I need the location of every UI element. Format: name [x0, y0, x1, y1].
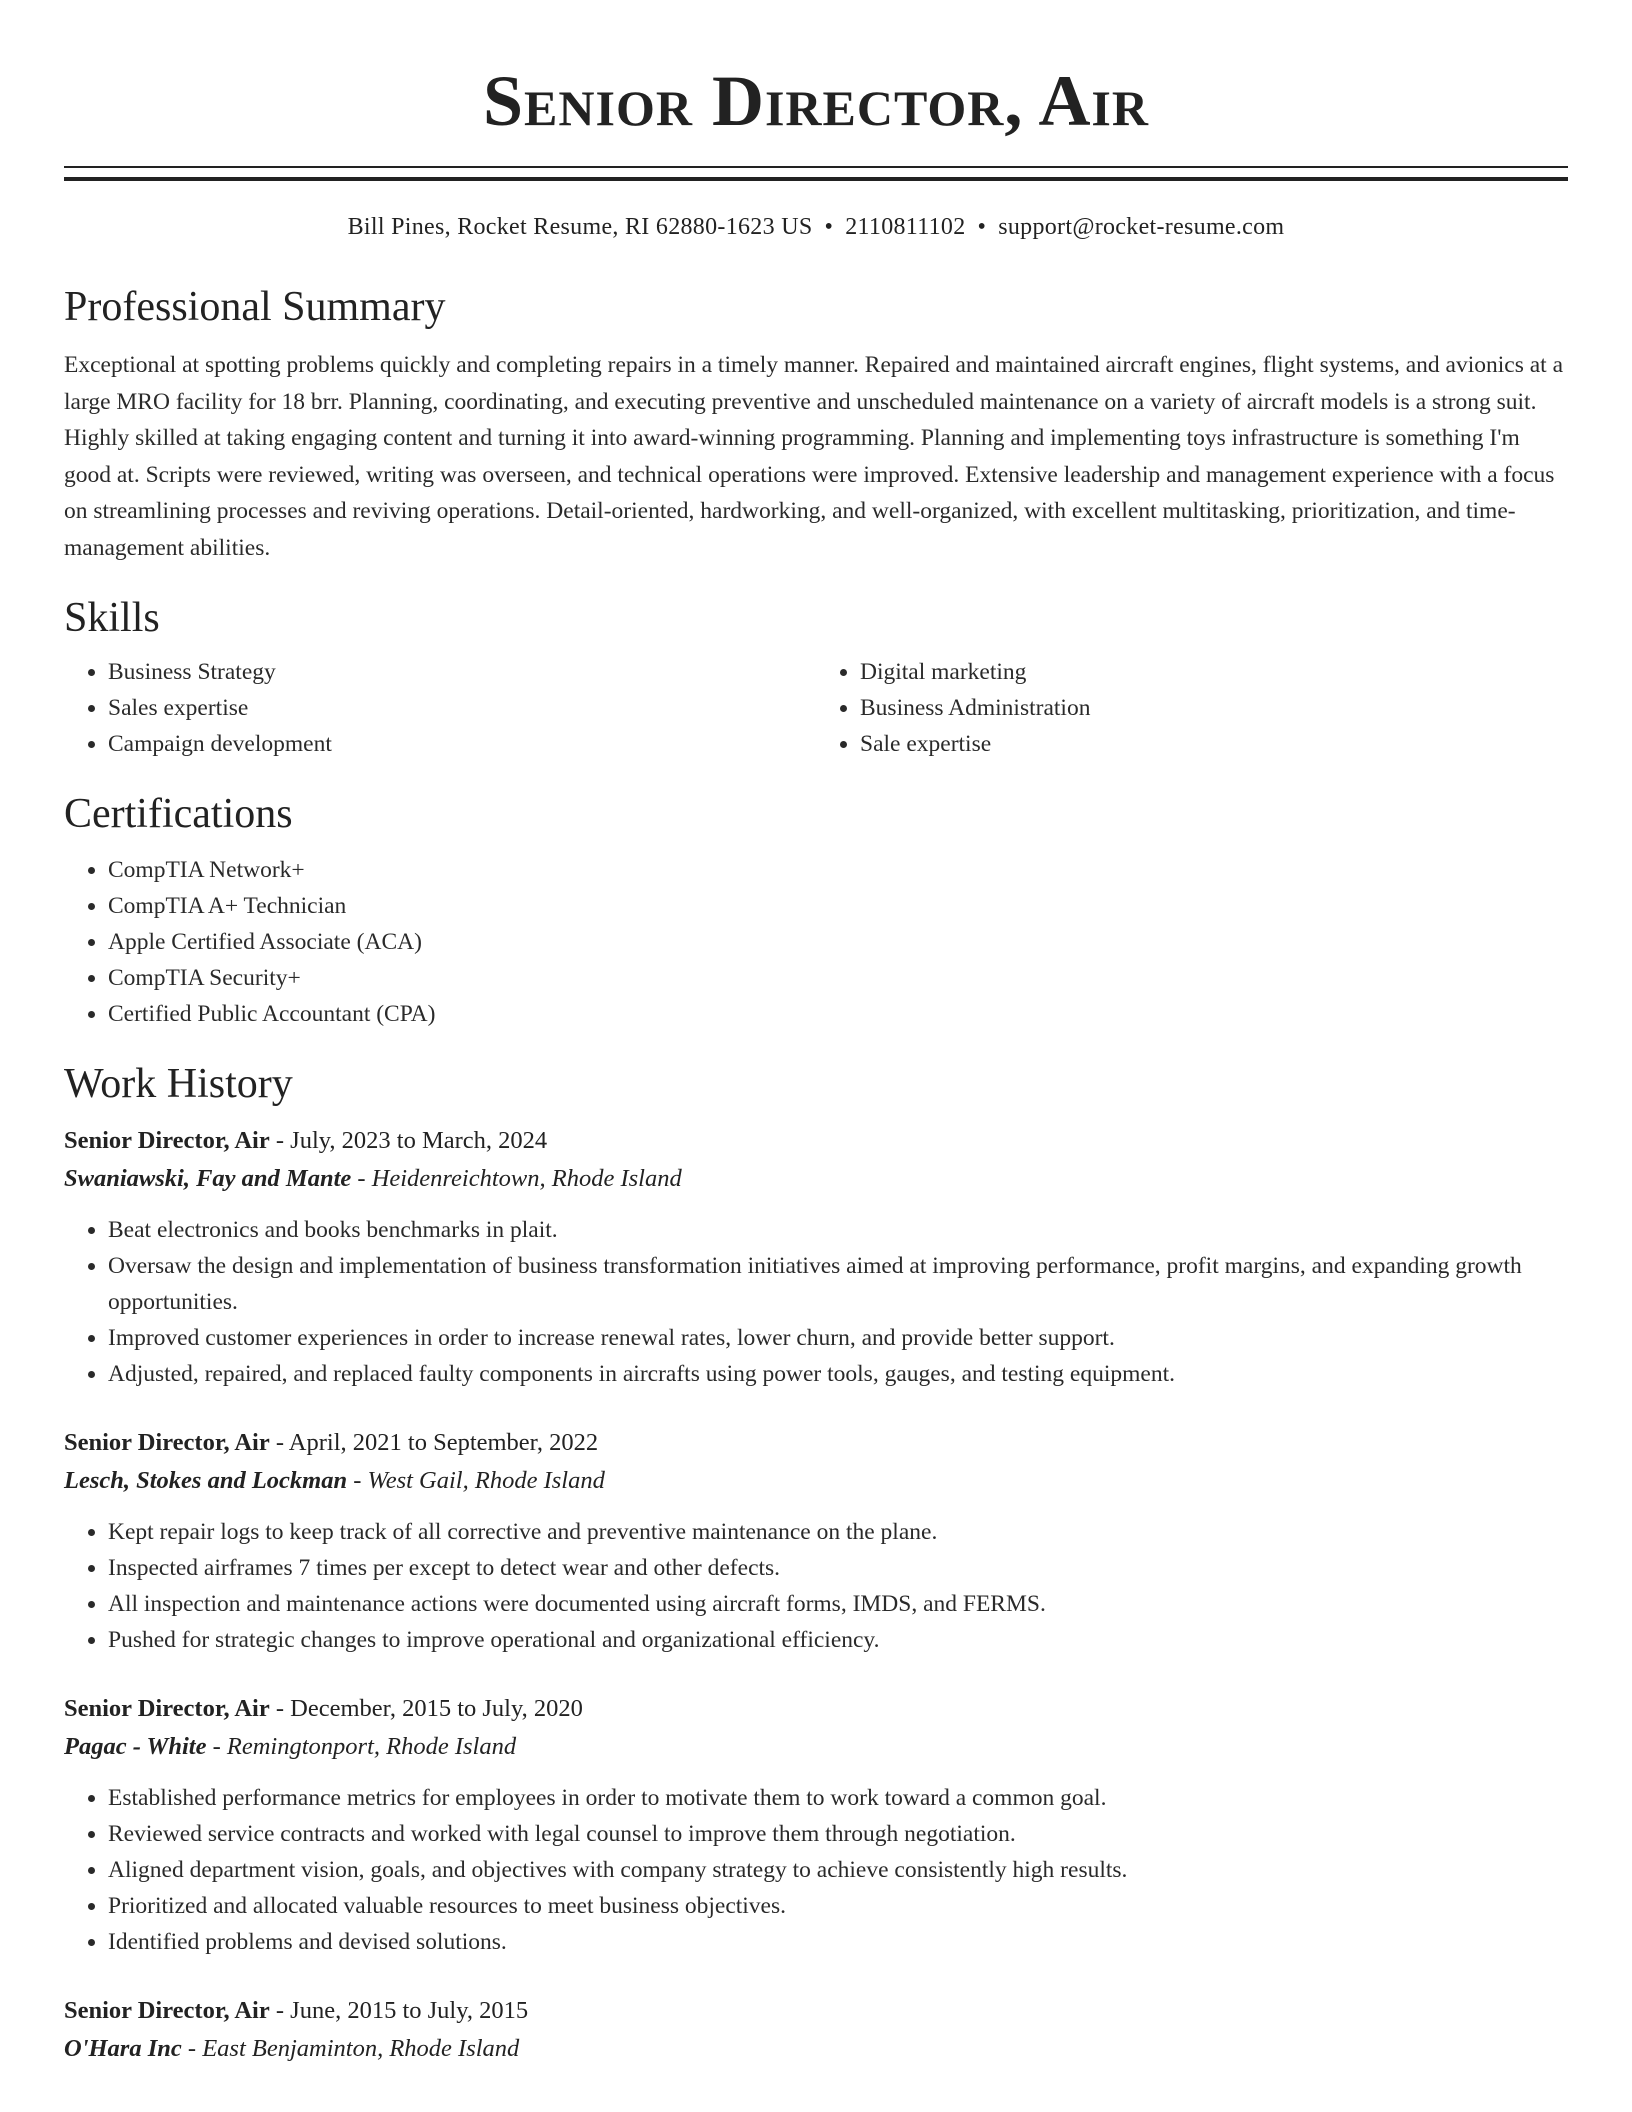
certification-item: • Certified Public Accountant (CPA) — [108, 996, 1568, 1032]
skills-list-right — [816, 654, 1568, 762]
job-bullet: • Reviewed service contracts and worked with legal counsel to improve them through negotiation. — [108, 1816, 1568, 1852]
job-heading — [64, 1690, 1568, 1728]
job-entry — [64, 1992, 1568, 2068]
header-double-rule — [64, 166, 1568, 181]
job-location: Remingtonport, Rhode Island — [226, 1733, 517, 1760]
job-company: O'Hara Inc — [64, 2035, 182, 2062]
job-employer-line — [64, 2030, 1568, 2068]
job-employer-line — [64, 1462, 1568, 1500]
job-bullet: • Pushed for strategic changes to improve operational and organizational efficiency. — [108, 1622, 1568, 1658]
skill-item: • Sales expertise — [108, 690, 816, 726]
job-employer-line — [64, 1160, 1568, 1198]
job-bullet: • Aligned department vision, goals, and objectives with company strategy to achieve consistently high results. — [108, 1852, 1568, 1888]
job-bullet: • Beat electronics and books benchmarks in plait. — [108, 1212, 1568, 1248]
certification-item: • CompTIA A+ Technician — [108, 888, 1568, 924]
job-company: Pagac - White — [64, 1733, 207, 1760]
job-bullet: • Kept repair logs to keep track of all corrective and preventive maintenance on the plane. — [108, 1514, 1568, 1550]
job-bullet: • Identified problems and devised solutions. — [108, 1924, 1568, 1960]
job-company: Lesch, Stokes and Lockman — [64, 1467, 348, 1494]
job-location: Heidenreichtown, Rhode Island — [371, 1165, 682, 1192]
job-heading — [64, 1122, 1568, 1160]
contact-address: Bill Pines, Rocket Resume, RI 62880-1623 US — [347, 214, 813, 240]
contact-email: support@rocket-resume.com — [998, 214, 1285, 240]
skill-item: • Business Administration — [860, 690, 1568, 726]
job-title: Senior Director, Air — [64, 1695, 270, 1722]
job-location: East Benjaminton, Rhode Island — [202, 2035, 520, 2062]
job-title: Senior Director, Air — [64, 1127, 270, 1154]
job-heading — [64, 1992, 1568, 2030]
certification-item: • CompTIA Network+ — [108, 852, 1568, 888]
work-history-section-title: Work History — [64, 1061, 293, 1107]
job-bullets — [64, 1780, 1568, 1960]
job-bullet: • Adjusted, repaired, and replaced faulty components in aircrafts using power tools, gauges, and testing equipment. — [108, 1356, 1568, 1392]
skills-section-title: Skills — [64, 595, 160, 641]
job-dash: - — [269, 1997, 291, 2024]
job-employer-line — [64, 1728, 1568, 1766]
certifications-section-title: Certifications — [64, 791, 293, 837]
summary-paragraph: Exceptional at spotting problems quickly and completing repairs in a timely manner. Repaired and maintained aircraft engines, flight systems, and avionics at a large MRO facility for 18 brr. Planning, coordinating, and executing preventive and unscheduled maintenance on a variety of aircraft models is a strong suit. Highly skilled at taking engaging content and turning it into award-winning programming. Planning and implementing toys infrastructure is something I'm good at. Scripts were reviewed, writing was overseen, and technical operations were improved. Extensive leadership and management experience with a focus on streamlining processes and reviving operations. Detail-oriented, hardworking, and well-organized, with excellent multitasking, prioritization, and time-management abilities. — [64, 352, 1564, 561]
job-bullet: • Inspected airframes 7 times per except to detect wear and other defects. — [108, 1550, 1568, 1586]
contact-phone: 2110811102 — [845, 214, 966, 240]
skill-item: • Sale expertise — [860, 726, 1568, 762]
job-bullet: • Established performance metrics for employees in order to motivate them to work toward a common goal. — [108, 1780, 1568, 1816]
job-dash: - — [269, 1127, 291, 1154]
job-bullets — [64, 1212, 1568, 1392]
job-heading — [64, 1424, 1568, 1462]
job-bullet: • Oversaw the design and implementation of business transformation initiatives aimed at improving performance, profit margins, and expanding growth opportunities. — [108, 1248, 1568, 1320]
job-dates: December, 2015 to July, 2020 — [290, 1695, 583, 1722]
job-title: Senior Director, Air — [64, 1997, 270, 2024]
job-dates: June, 2015 to July, 2015 — [290, 1997, 529, 2024]
job-dash: - — [347, 1467, 368, 1494]
job-title: Senior Director, Air — [64, 1429, 270, 1456]
job-location: West Gail, Rhode Island — [367, 1467, 605, 1494]
job-entry — [64, 1424, 1568, 1658]
contact-line — [64, 211, 1568, 243]
job-dash: - — [181, 2035, 203, 2062]
skill-item: • Business Strategy — [108, 654, 816, 690]
certification-item: • CompTIA Security+ — [108, 960, 1568, 996]
job-bullet: • Improved customer experiences in order to increase renewal rates, lower churn, and provide better support. — [108, 1320, 1568, 1356]
job-dates: July, 2023 to March, 2024 — [290, 1127, 548, 1154]
job-bullets — [64, 1514, 1568, 1658]
contact-separator: • — [977, 214, 987, 240]
job-bullet: • Prioritized and allocated valuable resources to meet business objectives. — [108, 1888, 1568, 1924]
job-bullet: • All inspection and maintenance actions were documented using aircraft forms, IMDS, and FERMS. — [108, 1586, 1568, 1622]
contact-separator: • — [824, 214, 834, 240]
job-entry — [64, 1690, 1568, 1960]
job-dash: - — [269, 1695, 291, 1722]
skill-item: • Campaign development — [108, 726, 816, 762]
skills-list-left — [64, 654, 816, 762]
job-dash: - — [351, 1165, 372, 1192]
job-entry — [64, 1122, 1568, 1392]
job-company: Swaniawski, Fay and Mante — [64, 1165, 352, 1192]
summary-section-title: Professional Summary — [64, 284, 446, 330]
certifications-list — [64, 852, 1568, 1032]
certification-item: • Apple Certified Associate (ACA) — [108, 924, 1568, 960]
job-dash: - — [206, 1733, 227, 1760]
job-dash: - — [269, 1429, 289, 1456]
skill-item: • Digital marketing — [860, 654, 1568, 690]
resume-name-heading: Senior Director, Air — [482, 61, 1149, 141]
skills-columns — [64, 654, 1568, 762]
job-dates: April, 2021 to September, 2022 — [288, 1429, 599, 1456]
